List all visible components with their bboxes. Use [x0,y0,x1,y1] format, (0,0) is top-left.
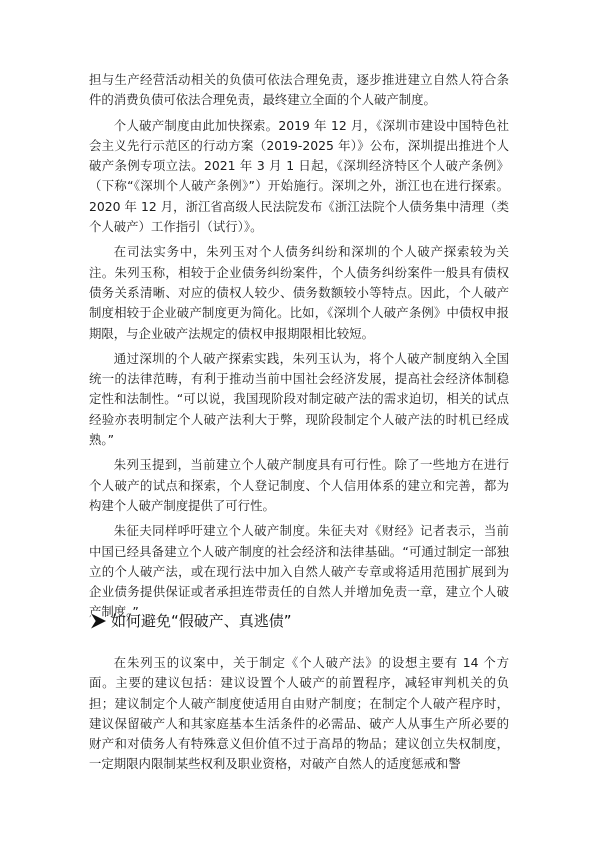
article-body [89,70,509,628]
paragraph-5: 朱列玉提到，当前建立个人破产制度具有可行性。除了一些地方在进行个人破产的试点和探索，个人登记制度、个人信用体系的建立和完善，都为构建个人破产制度提供了可行性。 [89,457,509,513]
section-heading-text: 如何避免“假破产、真逃债” [111,612,292,630]
section-heading [89,610,292,632]
arrow-bullet-icon [89,612,107,630]
paragraph-7: 在朱列玉的议案中，关于制定《个人破产法》的设想主要有 14 个方面。主要的建议包括：建议设置个人破产的前置程序，减轻审判机关的负担；建议制定个人破产制度使适用自由财产制度；在制定个人破产程序时，建议保留破产人和其家庭基本生活条件的必需品、破产人从事生产所必要的财产和对债务人有特殊意义但价值不过于高昂的物品；建议创立失权制度，一定期限内限制某些权利及职业资格，对破产自然人的适度惩戒和警 [89,655,509,772]
paragraph-4: 通过深圳的个人破产探索实践，朱列玉认为，将个人破产制度纳入全国统一的法律范畴，有利于推动当前中国社会经济发展，提高社会经济体制稳定性和法制性。“可以说，我国现阶段对制定破产法的需求迫切，相关的试点经验亦表明制定个人破产法利大于弊，现阶段制定个人破产法的时机已经成熟。” [89,350,509,448]
section-body [89,653,509,780]
paragraph-6: 朱征夫同样呼吁建立个人破产制度。朱征夫对《财经》记者表示，当前中国已经具备建立个人破产制度的社会经济和法律基础。“可通过制定一部独立的个人破产法，或在现行法中加入自然人破产专章或将适用范围扩展到为企业债务提供保证或者承担连带责任的自然人并增加免责一章，建立个人破产制度。” [89,523,509,620]
paragraph-1: 担与生产经营活动相关的负债可依法合理免责，逐步推进建立自然人符合条件的消费负债可依法合理免责，最终建立全面的个人破产制度。 [89,72,509,108]
paragraph-2: 个人破产制度由此加快探索。2019 年 12 月，《深圳市建设中国特色社会主义先行示范区的行动方案（2019-2025 年）》公布，深圳提出推进个人破产条例专项立法。2021 年 3 月 1 日起，《深圳经济特区个人破产条例》（下称“《深圳个人破产条例》”）开始施行。深圳之外，浙江也在进行探索。2020 年 12 月，浙江省高级人民法院发布《浙江法院个人债务集中清理（类个人破产）工作指引（试行）》。 [89,117,509,235]
paragraph-3: 在司法实务中，朱列玉对个人债务纠纷和深圳的个人破产探索较为关注。朱列玉称，相较于企业债务纠纷案件，个人债务纠纷案件一般具有债权债务关系清晰、对应的债权人较少、债务数额较小等特点。因此，个人破产制度相较于企业破产制度更为简化。比如，《深圳个人破产条例》中债权申报期限，与企业破产法规定的债权申报期限相比较短。 [89,244,509,341]
